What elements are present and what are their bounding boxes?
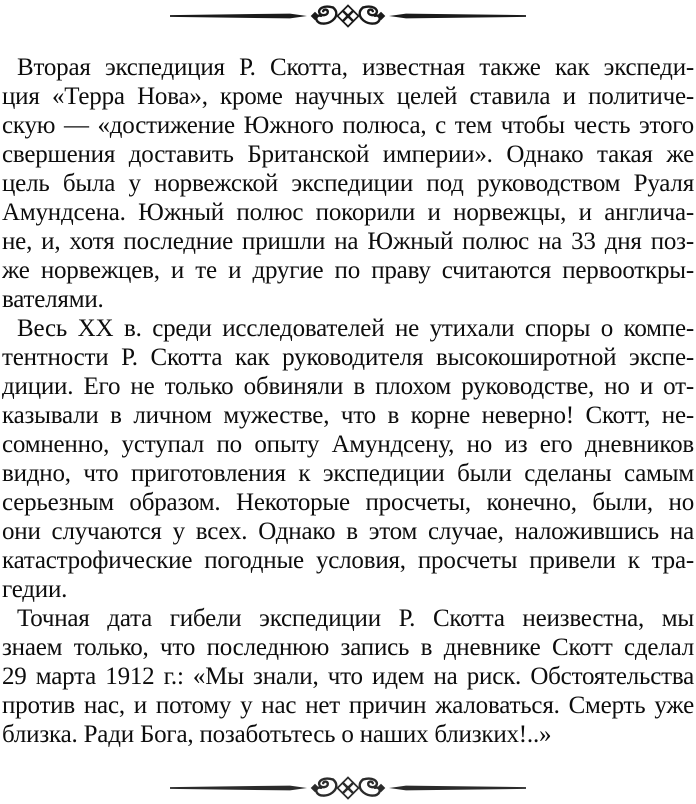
fleuron-divider-icon	[170, 775, 526, 801]
scroll-flourish-icon	[316, 7, 336, 24]
text-line: знаем только, что последнюю запись в дневнике Скотт сделал	[2, 634, 694, 661]
tapered-rule-icon	[389, 786, 526, 791]
text-line: видно, что приготовления к экспедиции были сделаны самым	[2, 460, 694, 487]
tapered-rule-icon	[170, 14, 307, 19]
divider-left-half	[170, 7, 336, 24]
text-line: Весь XX в. среди исследователей не утихали споры о компе-	[17, 315, 694, 342]
text-line: Вторая экспедиция Р. Скотта, известная также как экспеди-	[17, 54, 694, 81]
text-line: вателями.	[2, 286, 104, 313]
text-line: тентности Р. Скотта как руководителя высокоширотной экспе-	[2, 344, 694, 371]
paragraph	[2, 53, 694, 314]
text-line: катастрофические погодные условия, просчеты привели к тра-	[2, 547, 694, 574]
text-line: казывали в личном мужестве, что в корне неверно! Скотт, не-	[2, 402, 694, 429]
book-page	[0, 3, 696, 804]
scroll-flourish-icon	[360, 779, 380, 796]
divider-right-half	[360, 7, 526, 24]
text-line: скую — «достижение Южного полюса, с тем чтобы честь этого	[2, 112, 694, 139]
rosette-icon	[338, 778, 359, 799]
text-line: же норвежцев, и те и другие по праву считаются первооткры-	[2, 257, 694, 284]
text-line: гедии.	[2, 576, 68, 603]
fleuron-divider-icon	[170, 3, 526, 29]
rosette-icon	[338, 6, 359, 27]
text-line: диции. Его не только обвиняли в плохом руководстве, но и от-	[2, 373, 694, 400]
text-line: они случаются у всех. Однако в этом случае, наложившись на	[2, 518, 694, 545]
tapered-rule-icon	[389, 14, 526, 19]
text-line: сомненно, уступал по опыту Амундсену, но из его дневников	[2, 431, 694, 458]
divider-right-half	[360, 779, 526, 796]
text-line: 29 марта 1912 г.: «Мы знали, что идем на риск. Обстоятельства	[2, 663, 694, 690]
bottom-divider	[0, 775, 696, 801]
text-line: свершения доставить Британской империи». Однако такая же	[2, 141, 694, 168]
top-divider	[0, 3, 696, 29]
paragraph	[2, 604, 694, 749]
text-line: Амундсена. Южный полюс покорили и норвежцы, и англича-	[2, 199, 694, 226]
tapered-rule-icon	[170, 786, 307, 791]
text-line: цель была у норвежской экспедиции под руководством Руаля	[2, 170, 694, 197]
divider-left-half	[170, 779, 336, 796]
text-line: не, и, хотя последние пришли на Южный полюс на 33 дня поз-	[2, 228, 694, 255]
scroll-flourish-icon	[316, 779, 336, 796]
text-line: серьезным образом. Некоторые просчеты, конечно, были, но	[2, 489, 694, 516]
body-text	[0, 53, 696, 749]
text-line: Точная дата гибели экспедиции Р. Скотта неизвестна, мы	[17, 605, 694, 632]
text-line: ция «Терра Нова», кроме научных целей ставила и политиче-	[2, 83, 694, 110]
text-line: близка. Ради Бога, позаботьтесь о наших близких!..»	[2, 721, 552, 748]
paragraph	[2, 314, 694, 604]
text-line: против нас, и потому у нас нет причин жаловаться. Смерть уже	[2, 692, 694, 719]
scroll-flourish-icon	[360, 7, 380, 24]
